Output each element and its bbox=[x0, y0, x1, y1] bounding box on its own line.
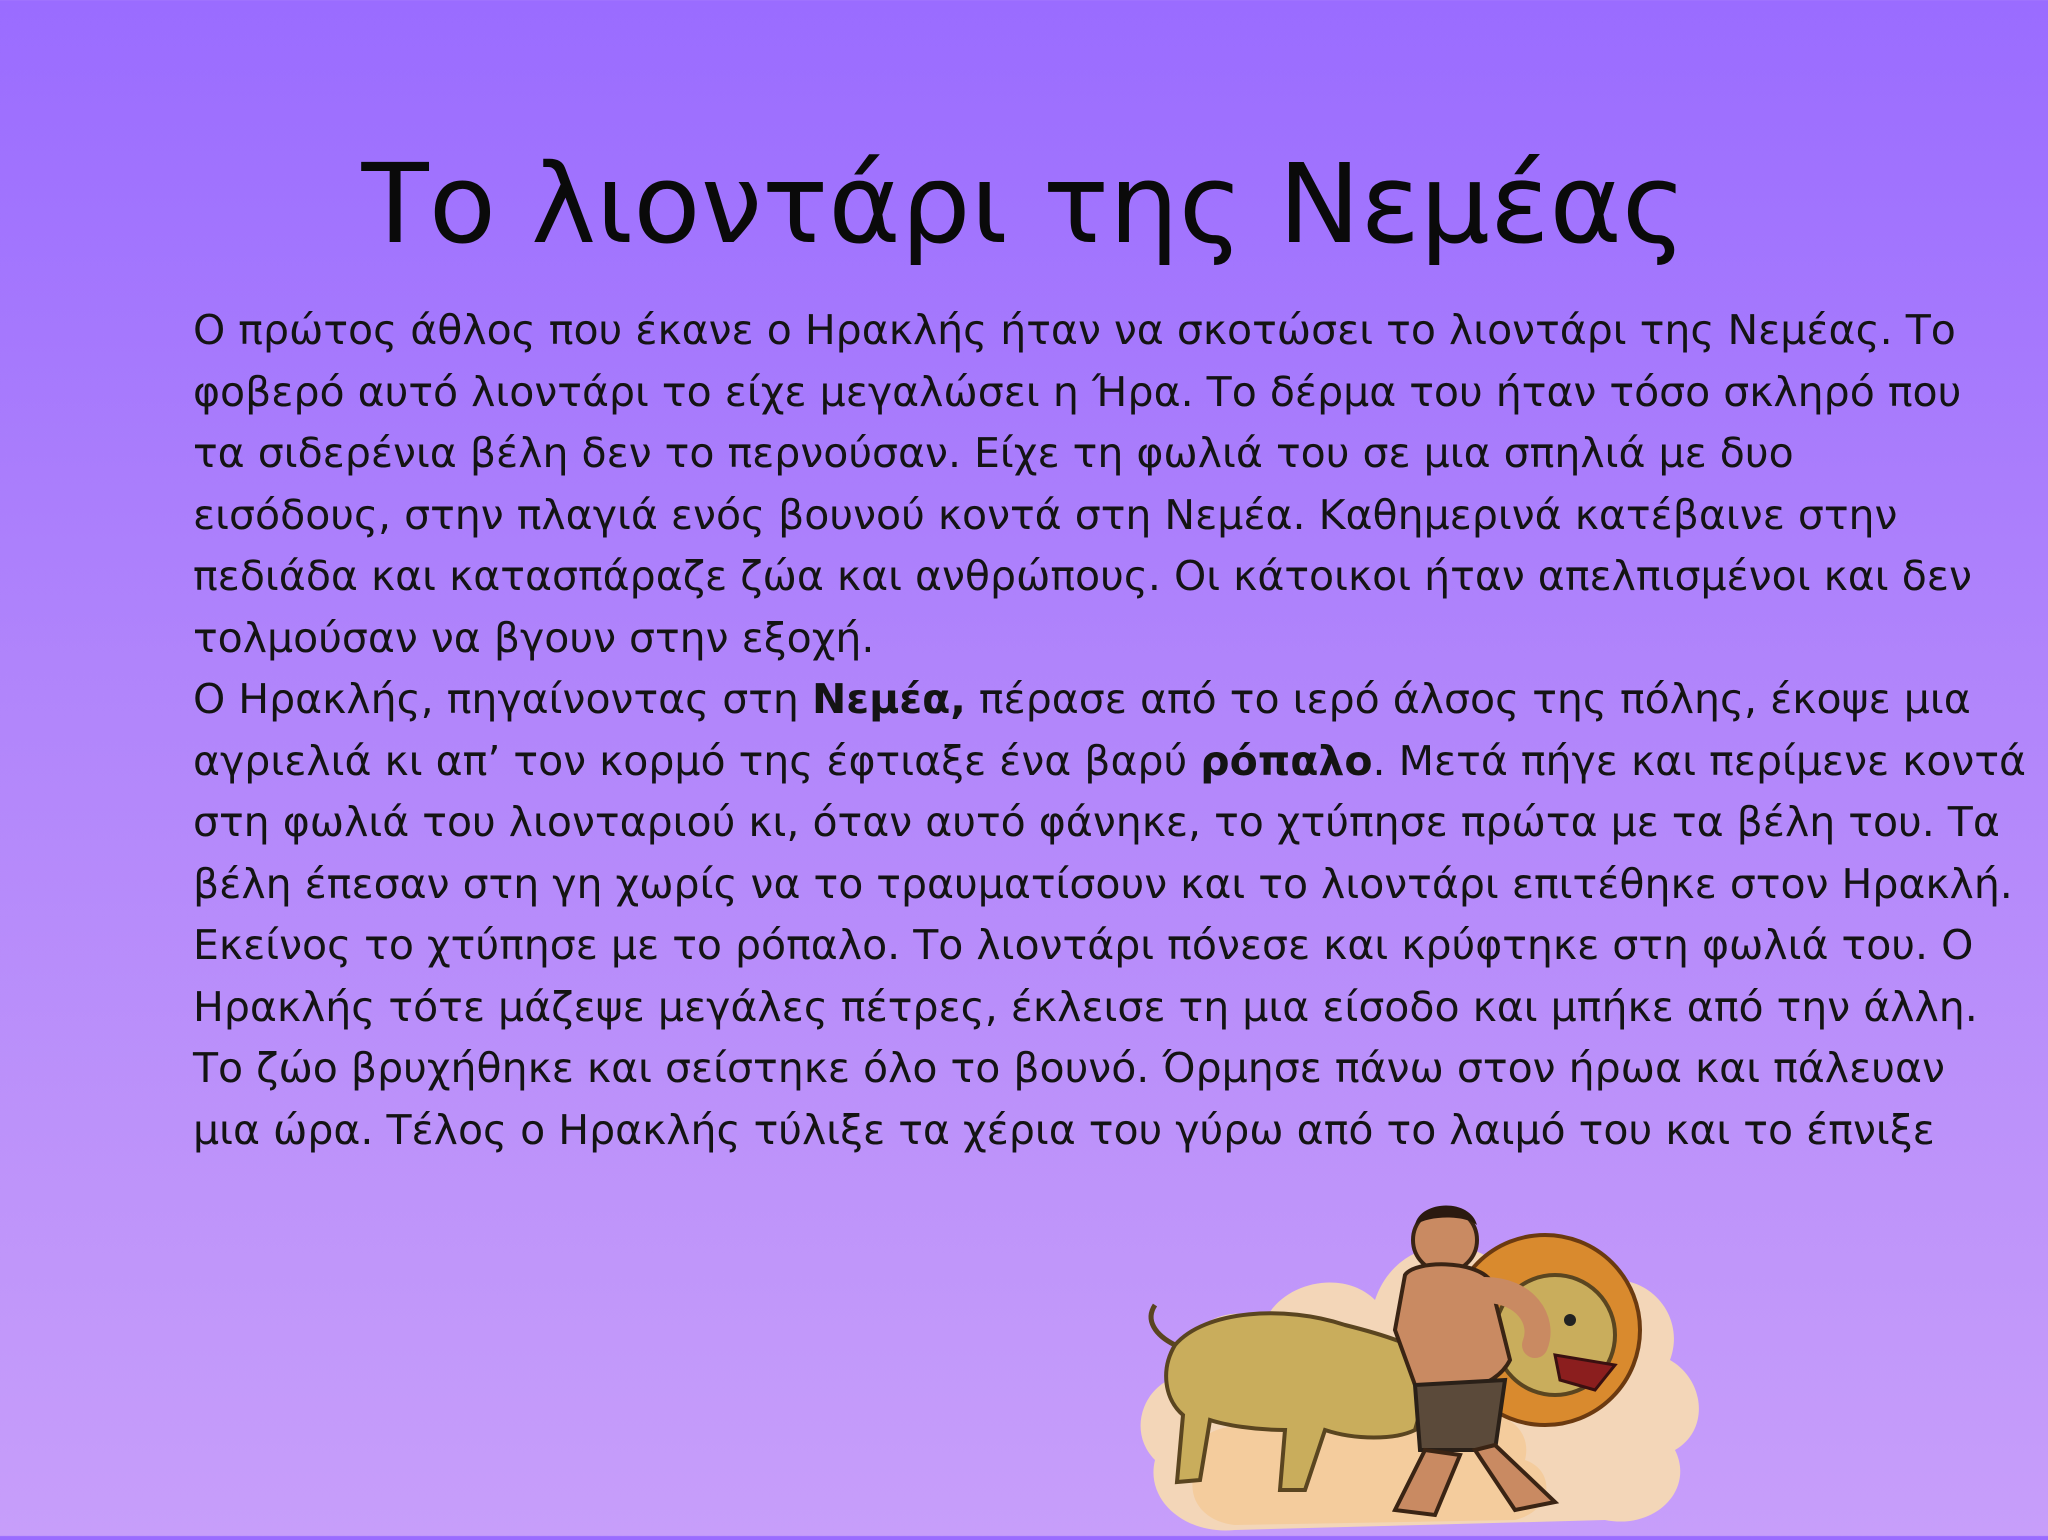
text-line: Ηρακλής τότε μάζεψε μεγάλες πέτρες, έκλεισε τη μια είσοδο και μπήκε από την άλλη. bbox=[193, 982, 1978, 1031]
heracles-lion-illustration bbox=[1115, 1130, 1715, 1536]
text-line: Εκείνος το χτύπησε με το ρόπαλο. Το λιοντάρι πόνεσε και κρύφτηκε στη φωλιά του. Ο bbox=[193, 921, 1974, 969]
text-line bbox=[193, 731, 2033, 793]
body-text bbox=[193, 300, 2033, 1161]
text-line: τα σιδερένια βέλη δεν το περνούσαν. Είχε τη φωλιά του σε μια σπηλιά με δυο bbox=[193, 429, 1794, 477]
text-run: Ο Ηρακλής, πηγαίνοντας στη bbox=[193, 675, 812, 723]
text-line: στη φωλιά του λιονταριού κι, όταν αυτό φάνηκε, το χτύπησε πρώτα με τα βέλη του. Τα bbox=[193, 798, 2000, 846]
text-run: αγριελιά κι απ’ τον κορμό της έφτιαξε ένα βαρύ bbox=[193, 736, 1201, 785]
heracles-lion-icon bbox=[1115, 1130, 1715, 1536]
bold-text-ropalo: ρόπαλο bbox=[1200, 736, 1373, 785]
text-line: εισόδους, στην πλαγιά ενός βουνού κοντά στη Νεμέα. Καθημερινά κατέβαινε στην bbox=[193, 490, 1898, 539]
bold-text-nemea: Νεμέα, bbox=[811, 675, 966, 723]
text-run: πέρασε από το ιερό άλσος της πόλης, έκοψε μια bbox=[965, 675, 1971, 723]
text-line: πεδιάδα και κατασπάραζε ζώα και ανθρώπους. Οι κάτοικοι ήταν απελπισμένοι και δεν bbox=[193, 552, 1972, 600]
text-line: Ο πρώτος άθλος που έκανε ο Ηρακλής ήταν να σκοτώσει το λιοντάρι της Νεμέας. Το bbox=[193, 306, 1956, 354]
text-run: . Μετά πήγε και περίμενε κοντά bbox=[1372, 736, 2027, 785]
slide-title: Το λιοντάρι της Νεμέας bbox=[361, 140, 1687, 268]
text-line: βέλη έπεσαν στη γη χωρίς να το τραυματίσουν και το λιοντάρι επιτέθηκε στον Ηρακλή. bbox=[193, 859, 2013, 908]
text-line: μια ώρα. Τέλος ο Ηρακλής τύλιξε τα χέρια του γύρω από το λαιμό του και το έπνιξε bbox=[193, 1105, 1935, 1154]
text-line: φοβερό αυτό λιοντάρι το είχε μεγαλώσει η Ήρα. Το δέρμα του ήταν τόσο σκληρό που bbox=[193, 367, 1962, 416]
text-line bbox=[193, 669, 2033, 731]
text-line: Το ζώο βρυχήθηκε και σείστηκε όλο το βουνό. Όρμησε πάνω στον ήρωα και πάλευαν bbox=[193, 1044, 1945, 1092]
text-line: τολμούσαν να βγουν στην εξοχή. bbox=[193, 613, 875, 662]
